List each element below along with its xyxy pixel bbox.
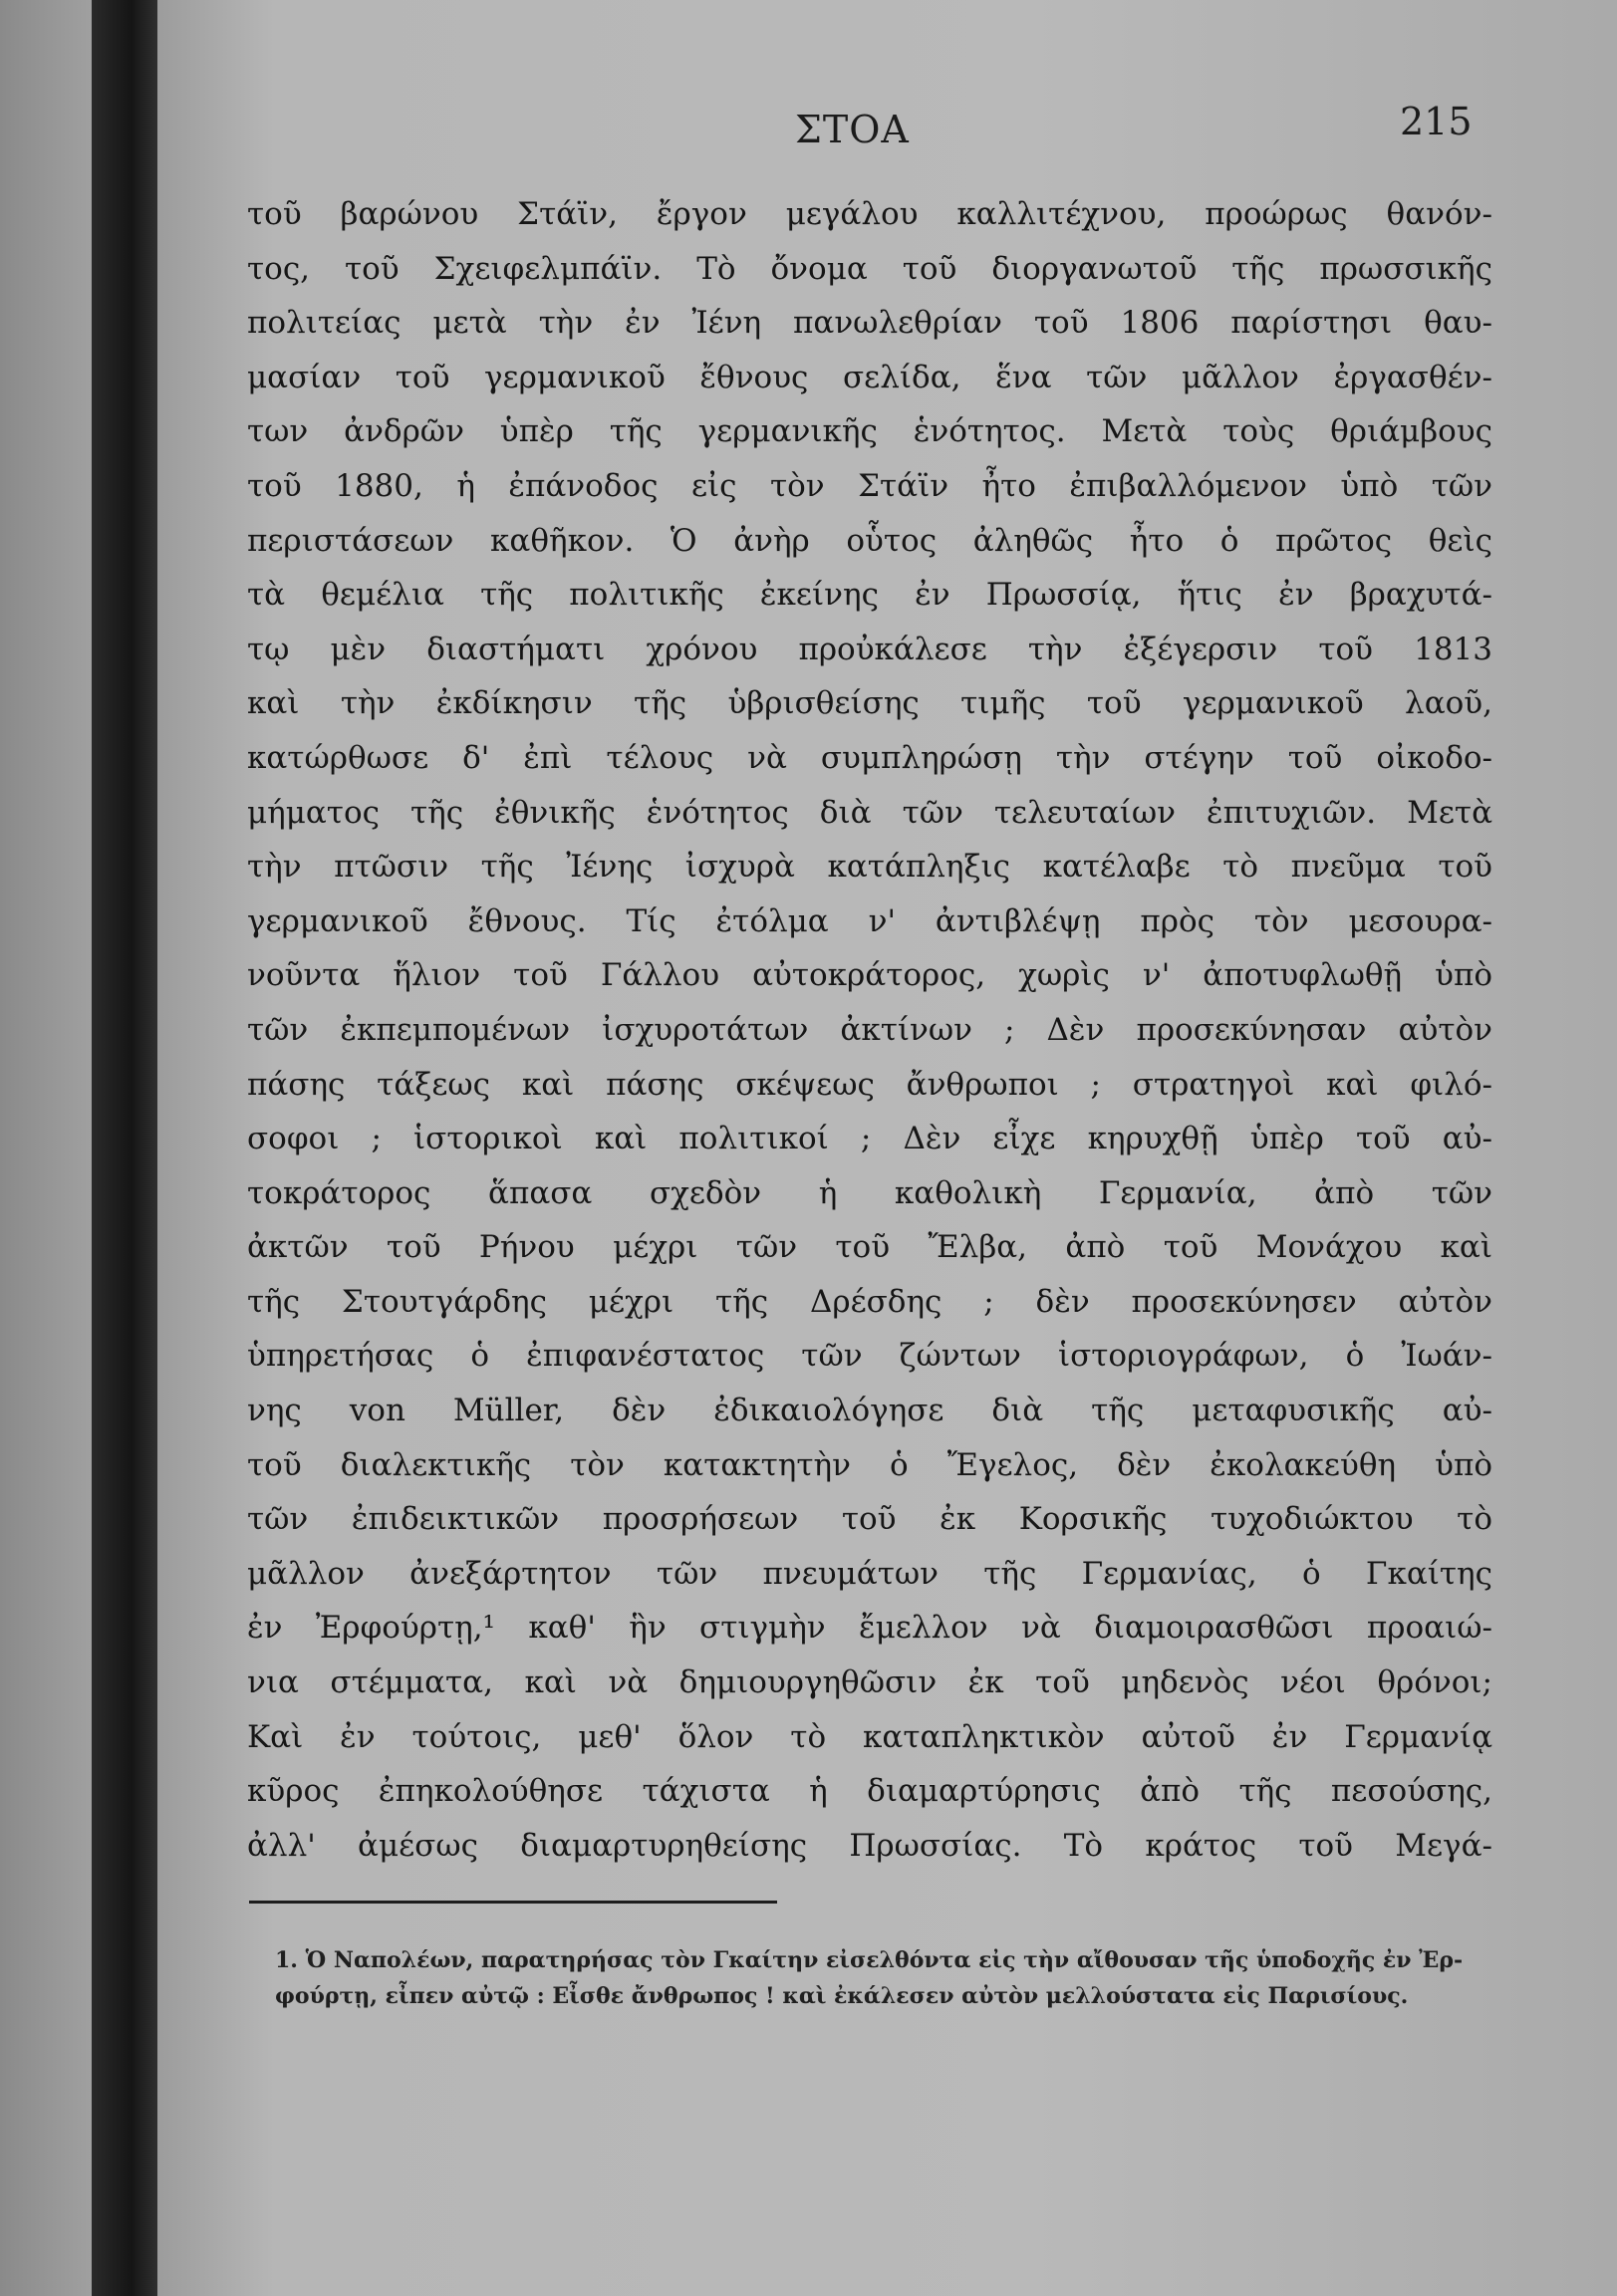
text-line: νης von Müller, δὲν ἐδικαιολόγησε διὰ τῆς μεταφυσικῆς αὐ- — [247, 1393, 1492, 1429]
text-line: τῳ μὲν διαστήματι χρόνου προὐκάλεσε τὴν ἐξέγερσιν τοῦ 1813 — [247, 631, 1492, 667]
text-line: σοφοι ; ἱστορικοὶ καὶ πολιτικοί ; Δὲν εἶχε κηρυχθῇ ὑπὲρ τοῦ αὐ- — [247, 1121, 1492, 1157]
text-line: πάσης τάξεως καὶ πάσης σκέψεως ἄνθρωποι ; στρατηγοὶ καὶ φιλό- — [247, 1066, 1492, 1103]
text-line: τῆς Στουτγάρδης μέχρι τῆς Δρέσδης ; δὲν προσεκύνησεν αὐτὸν — [247, 1283, 1492, 1320]
text-line: μήματος τῆς ἐθνικῆς ἑνότητος διὰ τῶν τελευταίων ἐπιτυχιῶν. Μετὰ — [247, 794, 1492, 831]
text-line: τὰ θεμέλια τῆς πολιτικῆς ἐκείνης ἐν Πρωσσίᾳ, ἥτις ἐν βραχυτά- — [247, 577, 1492, 614]
facing-page-edge — [0, 0, 92, 2296]
text-line: τῶν ἐκπεμπομένων ἰσχυροτάτων ἀκτίνων ; Δὲν προσεκύνησαν αὐτὸν — [247, 1011, 1492, 1048]
text-line: ἐν Ἐρφούρτῃ,¹ καθ' ἣν στιγμὴν ἔμελλον νὰ διαμοιρασθῶσι προαιώ- — [247, 1610, 1492, 1647]
body-text — [247, 187, 1492, 1873]
page-number: 215 — [1400, 100, 1473, 143]
text-line: τὴν πτῶσιν τῆς Ἰένης ἰσχυρὰ κατάπληξις κατέλαβε τὸ πνεῦμα τοῦ — [247, 849, 1492, 886]
text-line: ὑπηρετήσας ὁ ἐπιφανέστατος τῶν ζώντων ἱστοριογράφων, ὁ Ἰωάν- — [247, 1338, 1492, 1375]
text-line: κατώρθωσε δ' ἐπὶ τέλους νὰ συμπληρώσῃ τὴν στέγην τοῦ οἰκοδο- — [247, 739, 1492, 776]
text-line: κῦρος ἐπηκολούθησε τάχιστα ἡ διαμαρτύρησις ἀπὸ τῆς πεσούσης, — [247, 1773, 1492, 1810]
footnote-line: 1. Ὁ Ναπολέων, παρατηρήσας τὸν Γκαίτην εἰσελθόντα εἰς τὴν αἴθουσαν τῆς ὑποδοχῆς ἐν Ἐρ- — [275, 1947, 1464, 1973]
text-line: των ἀνδρῶν ὑπὲρ τῆς γερμανικῆς ἑνότητος. Μετὰ τοὺς θριάμβους — [247, 413, 1492, 450]
text-line: νοῦντα ἥλιον τοῦ Γάλλου αὐτοκράτορος, χωρὶς ν' ἀποτυφλωθῇ ὑπὸ — [247, 957, 1492, 994]
footnote-line: φούρτῃ, εἶπεν αὐτῷ : Εἶσθε ἄνθρωπος ! καὶ ἐκάλεσεν αὐτὸν μελλούστατα εἰς Παρισίους. — [275, 1983, 1409, 2009]
text-line: τοκράτορος ἅπασα σχεδὸν ἡ καθολικὴ Γερμανία, ἀπὸ τῶν — [247, 1174, 1492, 1211]
text-line: μᾶλλον ἀνεξάρτητον τῶν πνευμάτων τῆς Γερμανίας, ὁ Γκαίτης — [247, 1555, 1492, 1592]
footnote — [275, 1942, 1500, 2014]
text-line: μασίαν τοῦ γερμανικοῦ ἔθνους σελίδα, ἕνα τῶν μᾶλλον ἐργασθέν- — [247, 359, 1492, 395]
text-line: τοῦ 1880, ἡ ἐπάνοδος εἰς τὸν Στάϊν ἦτο ἐπιβαλλόμενον ὑπὸ τῶν — [247, 467, 1492, 504]
text-line: Καὶ ἐν τούτοις, μεθ' ὅλον τὸ καταπληκτικὸν αὐτοῦ ἐν Γερμανίᾳ — [247, 1718, 1492, 1755]
text-line: νια στέμματα, καὶ νὰ δημιουργηθῶσιν ἐκ τοῦ μηδενὸς νέοι θρόνοι; — [247, 1664, 1492, 1701]
page-header — [157, 100, 1617, 167]
running-head: ΣΤΟΑ — [795, 108, 910, 151]
text-line: καὶ τὴν ἐκδίκησιν τῆς ὑβρισθείσης τιμῆς τοῦ γερμανικοῦ λαοῦ, — [247, 685, 1492, 722]
text-line: τοῦ βαρώνου Στάϊν, ἔργον μεγάλου καλλιτέχνου, προώρως θανόν- — [247, 196, 1492, 232]
text-line: πολιτείας μετὰ τὴν ἐν Ἰένη πανωλεθρίαν τοῦ 1806 παρίστησι θαυ- — [247, 305, 1492, 342]
book-spine-shadow — [92, 0, 157, 2296]
text-line: τοῦ διαλεκτικῆς τὸν κατακτητὴν ὁ Ἔγελος, δὲν ἐκολακεύθη ὑπὸ — [247, 1446, 1492, 1483]
text-line: ἀλλ' ἀμέσως διαμαρτυρηθείσης Πρωσσίας. Τὸ κράτος τοῦ Μεγά- — [247, 1827, 1492, 1864]
page — [157, 0, 1617, 2296]
text-line: περιστάσεων καθῆκον. Ὁ ἀνὴρ οὗτος ἀληθῶς ἦτο ὁ πρῶτος θεὶς — [247, 522, 1492, 559]
text-line: γερμανικοῦ ἔθνους. Τίς ἐτόλμα ν' ἀντιβλέψῃ πρὸς τὸν μεσουρα- — [247, 902, 1492, 939]
footnote-rule — [249, 1901, 777, 1904]
text-line: ἀκτῶν τοῦ Ρήνου μέχρι τῶν τοῦ Ἔλβα, ἀπὸ τοῦ Μονάχου καὶ — [247, 1229, 1492, 1266]
text-line: τος, τοῦ Σχειφελμπάϊν. Τὸ ὄνομα τοῦ διοργανωτοῦ τῆς πρωσσικῆς — [247, 250, 1492, 287]
text-line: τῶν ἐπιδεικτικῶν προσρήσεων τοῦ ἐκ Κορσικῆς τυχοδιώκτου τὸ — [247, 1501, 1492, 1538]
